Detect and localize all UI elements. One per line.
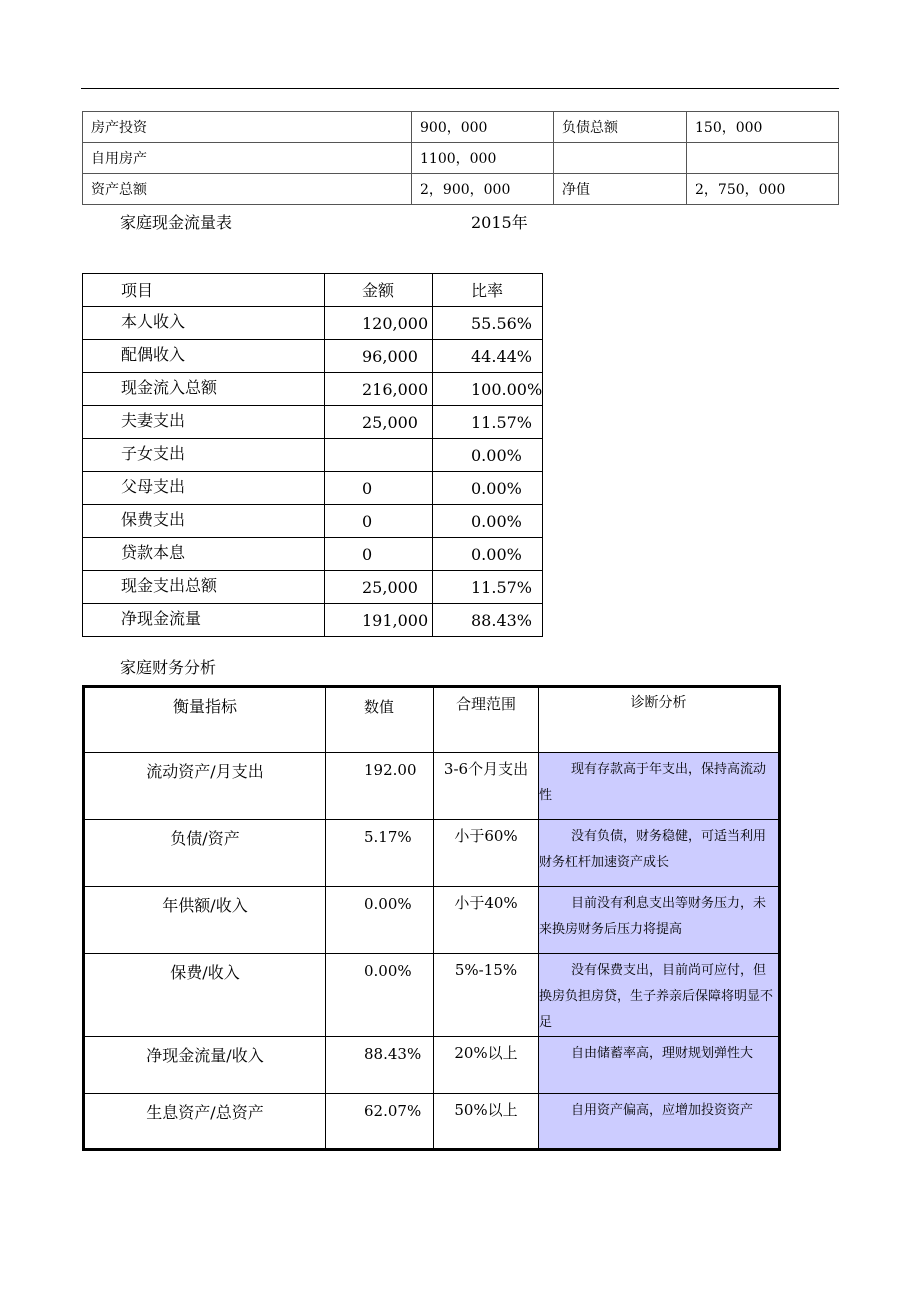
table-row [83,143,839,174]
table-cell: 0.00% [433,538,543,571]
table-cell: 2，750，000 [687,174,839,205]
table-cell: 11.57% [433,406,543,439]
header-rule [81,88,839,89]
header-cell: 项目 [83,274,325,307]
table-cell: 生息资产/总资产 [84,1094,326,1150]
table-cell: 父母支出 [83,472,325,505]
table-row [83,112,839,143]
analysis-title: 家庭财务分析 [120,658,217,677]
table-cell: 100.00% [433,373,543,406]
table-cell: 0 [325,472,433,505]
header-cell: 金额 [325,274,433,307]
table-cell: 负债/资产 [84,820,326,887]
table-cell: 25,000 [325,406,433,439]
table-cell: 负债总额 [554,112,687,143]
table-cell: 0.00% [326,887,434,954]
table-header-row [83,274,543,307]
table-cell: 5%-15% [434,954,539,1037]
table-cell [554,143,687,174]
table-cell: 11.57% [433,571,543,604]
table-cell: 44.44% [433,340,543,373]
table-cell: 150，000 [687,112,839,143]
table-cell: 900，000 [412,112,554,143]
table-cell: 贷款本息 [83,538,325,571]
table-row [83,538,543,571]
table-row [83,340,543,373]
table-cell: 55.56% [433,307,543,340]
table-cell: 88.43% [326,1037,434,1094]
table-cell: 流动资产/月支出 [84,753,326,820]
table-cell: 目前没有利息支出等财务压力，未来换房财务后压力将提高 [539,887,780,954]
table-cell: 子女支出 [83,439,325,472]
table-row [83,505,543,538]
balance-table [82,111,839,205]
table-cell: 2，900，000 [412,174,554,205]
cashflow-year: 2015年 [471,213,528,232]
table-cell: 88.43% [433,604,543,637]
table-row [84,954,780,1037]
table-row [84,1094,780,1150]
table-cell: 25,000 [325,571,433,604]
table-cell [687,143,839,174]
table-cell: 本人收入 [83,307,325,340]
table-cell: 小于60% [434,820,539,887]
table-cell: 20%以上 [434,1037,539,1094]
table-row [83,571,543,604]
table-cell: 216,000 [325,373,433,406]
table-cell: 保费支出 [83,505,325,538]
table-cell: 保费/收入 [84,954,326,1037]
table-row [83,472,543,505]
table-cell: 自用房产 [83,143,412,174]
table-cell: 192.00 [326,753,434,820]
table-cell: 现有存款高于年支出，保持高流动性 [539,753,780,820]
header-cell: 比率 [433,274,543,307]
table-cell: 5.17% [326,820,434,887]
table-row [83,307,543,340]
table-cell: 房产投资 [83,112,412,143]
header-cell: 诊断分析 [539,687,780,753]
table-cell: 120,000 [325,307,433,340]
table-cell: 自由储蓄率高，理财规划弹性大 [539,1037,780,1094]
table-cell: 没有负债，财务稳健，可适当利用财务杠杆加速资产成长 [539,820,780,887]
table-cell: 3-6个月支出 [434,753,539,820]
table-cell: 191,000 [325,604,433,637]
table-cell: 0.00% [326,954,434,1037]
table-cell: 配偶收入 [83,340,325,373]
table-row [84,753,780,820]
table-cell [325,439,433,472]
table-header-row [84,687,780,753]
table-cell: 自用资产偏高，应增加投资资产 [539,1094,780,1150]
table-cell: 0.00% [433,439,543,472]
table-row [84,820,780,887]
table-cell: 0.00% [433,472,543,505]
table-cell: 62.07% [326,1094,434,1150]
table-row [83,373,543,406]
table-cell: 0 [325,538,433,571]
table-row [84,1037,780,1094]
table-cell: 50%以上 [434,1094,539,1150]
header-cell: 合理范围 [434,687,539,753]
table-cell: 年供额/收入 [84,887,326,954]
table-cell: 0 [325,505,433,538]
table-row [84,887,780,954]
table-cell: 小于40% [434,887,539,954]
table-cell: 没有保费支出，目前尚可应付，但换房负担房贷，生子养亲后保障将明显不足 [539,954,780,1037]
table-row [83,604,543,637]
table-row [83,174,839,205]
table-cell: 现金流入总额 [83,373,325,406]
table-row [83,439,543,472]
table-cell: 净现金流量/收入 [84,1037,326,1094]
table-cell: 净现金流量 [83,604,325,637]
table-cell: 96,000 [325,340,433,373]
table-cell: 现金支出总额 [83,571,325,604]
table-cell: 资产总额 [83,174,412,205]
table-cell: 夫妻支出 [83,406,325,439]
table-cell: 0.00% [433,505,543,538]
header-cell: 衡量指标 [84,687,326,753]
cashflow-table [82,273,543,637]
table-cell: 净值 [554,174,687,205]
table-row [83,406,543,439]
analysis-table [82,685,781,1151]
cashflow-title: 家庭现金流量表 [120,213,233,232]
table-cell: 1100，000 [412,143,554,174]
header-cell: 数值 [326,687,434,753]
